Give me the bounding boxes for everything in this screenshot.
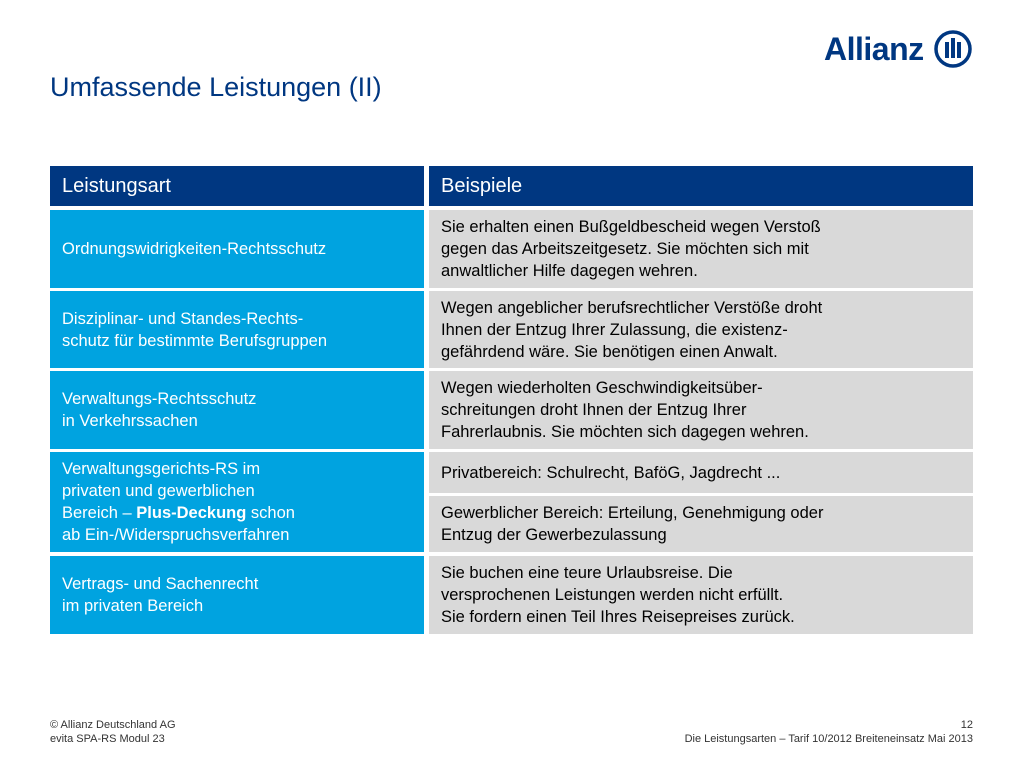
table-row-example — [429, 452, 973, 493]
header-leistungsart: Leistungsart — [50, 166, 424, 206]
category-line: schutz für bestimmte Berufsgruppen — [62, 331, 328, 350]
category-line: Verwaltungs-Rechtsschutz — [62, 390, 257, 408]
page-number: 12 — [960, 719, 973, 731]
category-line: im privaten Bereich — [62, 597, 204, 615]
example-line: Sie fordern einen Teil Ihres Reisepreises zurück. — [441, 608, 795, 626]
example-line: Wegen angeblicher berufsrechtlicher Verstöße droht — [441, 298, 823, 317]
example-line: Sie buchen eine teure Urlaubsreise. Die — [441, 564, 733, 582]
copyright-text: © Allianz Deutschland AG — [50, 719, 176, 731]
table-row-category — [50, 452, 424, 552]
slide-title: Umfassende Leistungen (II) — [50, 72, 382, 102]
table-row-example — [429, 371, 973, 449]
category-line: Disziplinar- und Standes-Rechts- — [62, 309, 304, 328]
example-line: schreitungen droht Ihnen der Entzug Ihrer — [441, 401, 747, 419]
module-text: evita SPA-RS Modul 23 — [50, 733, 165, 745]
footer-left — [50, 718, 176, 746]
category-text: Bereich – — [62, 504, 137, 522]
table-row-example — [429, 556, 973, 634]
example-line: anwaltlicher Hilfe dagegen wehren. — [441, 262, 698, 280]
table-row-category — [50, 210, 424, 288]
footer-caption: Die Leistungsarten – Tarif 10/2012 Breiteneinsatz Mai 2013 — [684, 733, 973, 745]
table-row-category — [50, 556, 424, 634]
table-row-example — [429, 210, 973, 288]
category-line: privaten und gewerblichen — [62, 482, 255, 500]
category-text: schon — [246, 504, 295, 522]
category-line: in Verkehrssachen — [62, 412, 198, 430]
allianz-eagle-icon — [934, 30, 972, 68]
footer-right — [685, 718, 973, 746]
allianz-logo — [824, 29, 976, 69]
category-line: Vertrags- und Sachenrecht — [62, 575, 259, 593]
logo-wordmark: Allianz — [824, 31, 924, 67]
example-line: Ihnen der Entzug Ihrer Zulassung, die existenz- — [441, 320, 788, 339]
table-row-example — [429, 496, 973, 552]
example-line: Fahrerlaubnis. Sie möchten sich dagegen wehren. — [441, 423, 809, 441]
plus-deckung-emphasis: Plus-Deckung — [136, 504, 247, 522]
example-line: versprochenen Leistungen werden nicht erfüllt. — [441, 586, 784, 604]
example-line: Wegen wiederholten Geschwindigkeitsüber- — [441, 379, 763, 397]
category-line — [62, 502, 412, 524]
example-line: Gewerblicher Bereich: Erteilung, Genehmigung oder — [441, 504, 824, 522]
category-line: Verwaltungsgerichts-RS im — [62, 460, 261, 478]
table-row-category — [50, 371, 424, 449]
example-line: Entzug der Gewerbezulassung — [441, 526, 667, 544]
category-line: ab Ein-/Widerspruchsverfahren — [62, 526, 290, 544]
example-line: Privatbereich: Schulrecht, BaföG, Jagdrecht ... — [441, 463, 781, 482]
example-line: gefährdend wäre. Sie benötigen einen Anwalt. — [441, 342, 778, 361]
example-line: gegen das Arbeitszeitgesetz. Sie möchten sich mit — [441, 240, 809, 258]
header-beispiele: Beispiele — [429, 166, 973, 206]
category-line: Ordnungswidrigkeiten-Rechtsschutz — [62, 240, 327, 258]
table-row-category — [50, 291, 424, 368]
table-row-example — [429, 291, 973, 368]
example-line: Sie erhalten einen Bußgeldbescheid wegen Verstoß — [441, 218, 821, 236]
